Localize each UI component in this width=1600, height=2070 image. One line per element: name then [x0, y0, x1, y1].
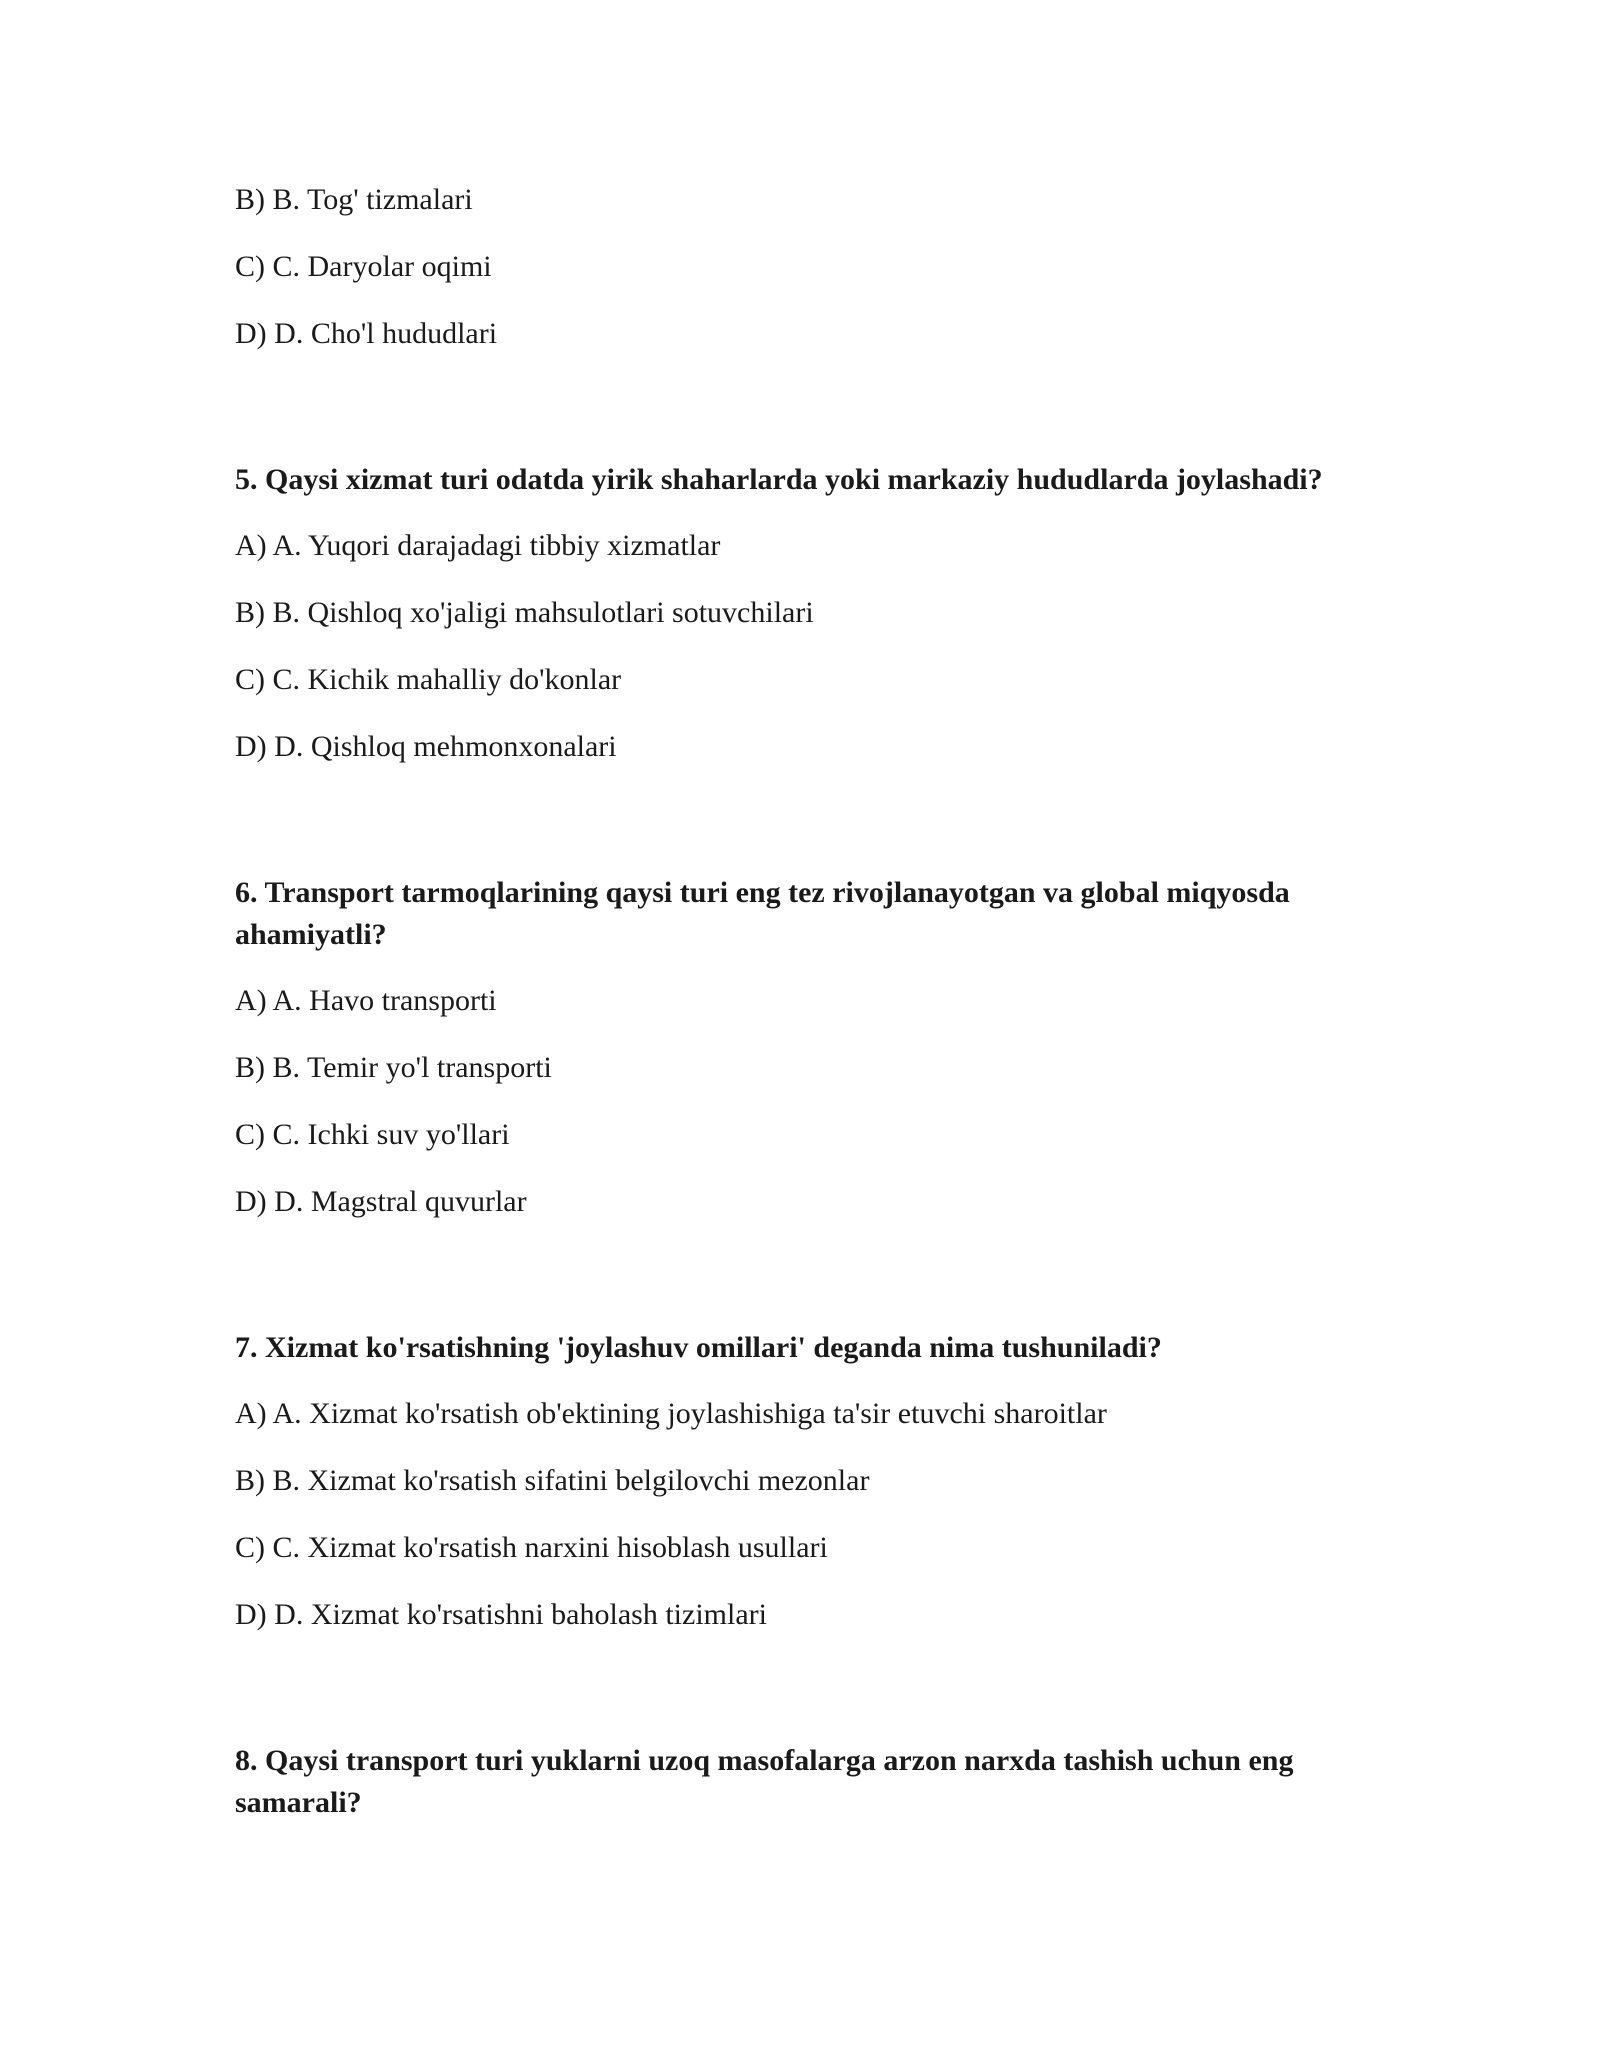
- answer-option: C) C. Xizmat ko'rsatish narxini hisoblash usullari: [235, 1531, 828, 1564]
- answer-option: D) D. Magstral quvurlar: [235, 1185, 527, 1218]
- answer-option: A) A. Yuqori darajadagi tibbiy xizmatlar: [235, 529, 721, 562]
- answer-option: C) C. Daryolar oqimi: [235, 250, 492, 283]
- answer-option: A) A. Xizmat ko'rsatish ob'ektining joylashishiga ta'sir etuvchi sharoitlar: [235, 1397, 1107, 1430]
- answer-option: D) D. Qishloq mehmonxonalari: [235, 730, 617, 763]
- spacer: [235, 1249, 1375, 1327]
- answer-option: B) B. Qishloq xo'jaligi mahsulotlari sotuvchilari: [235, 596, 814, 629]
- answer-option: B) B. Xizmat ko'rsatish sifatini belgilovchi mezonlar: [235, 1464, 870, 1497]
- spacer: [235, 794, 1375, 872]
- document-page: [235, 180, 1375, 1849]
- question-4-options: [235, 180, 1375, 354]
- question-6: [235, 872, 1375, 1222]
- question-text: 8. Qaysi transport turi yuklarni uzoq masofalarga arzon narxda tashish uchun eng samarali?: [235, 1744, 1294, 1819]
- answer-option: D) D. Xizmat ko'rsatishni baholash tizimlari: [235, 1598, 767, 1631]
- answer-option: B) B. Temir yo'l transporti: [235, 1051, 552, 1084]
- spacer: [235, 381, 1375, 459]
- question-8: [235, 1740, 1375, 1824]
- question-text: 5. Qaysi xizmat turi odatda yirik shaharlarda yoki markaziy hududlarda joylashadi?: [235, 463, 1323, 496]
- answer-option: A) A. Havo transporti: [235, 984, 497, 1017]
- answer-option: B) B. Tog' tizmalari: [235, 183, 473, 216]
- question-7: [235, 1327, 1375, 1635]
- question-5: [235, 459, 1375, 767]
- spacer: [235, 1662, 1375, 1740]
- answer-option: D) D. Cho'l hududlari: [235, 317, 498, 350]
- question-text: 6. Transport tarmoqlarining qaysi turi eng tez rivojlanayotgan va global miqyosda ahamiyatli?: [235, 876, 1290, 951]
- answer-option: C) C. Kichik mahalliy do'konlar: [235, 663, 622, 696]
- answer-option: C) C. Ichki suv yo'llari: [235, 1118, 510, 1151]
- question-text: 7. Xizmat ko'rsatishning 'joylashuv omillari' deganda nima tushuniladi?: [235, 1331, 1162, 1364]
